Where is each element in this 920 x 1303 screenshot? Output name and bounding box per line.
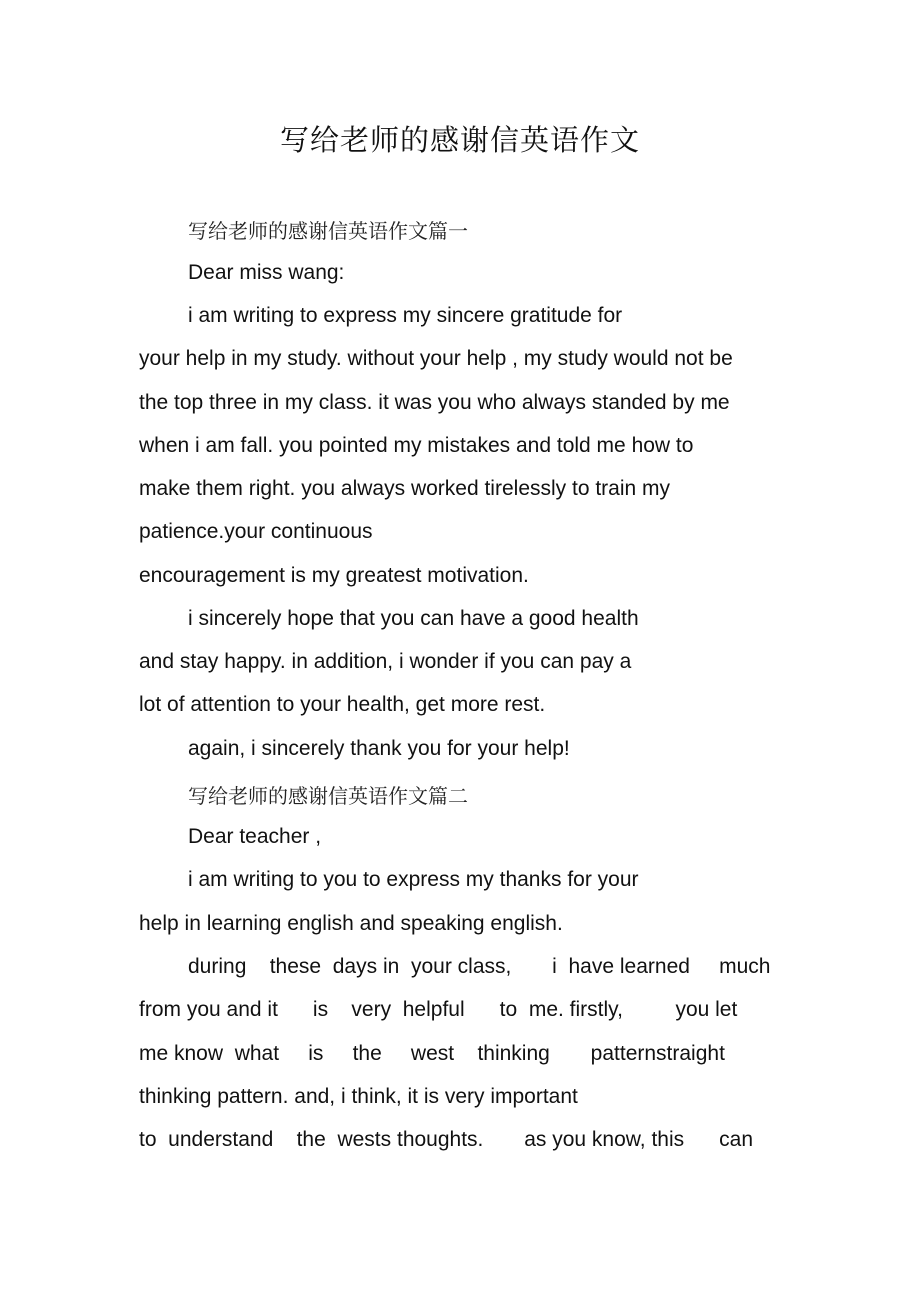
- body-line: and stay happy. in addition, i wonder if you can pay a: [139, 650, 632, 673]
- body-line: again, i sincerely thank you for your help!: [188, 737, 570, 760]
- salutation-2: Dear teacher ,: [188, 825, 322, 848]
- body-line: during these days in your class, i have learned much: [188, 955, 771, 978]
- body-line: encouragement is my greatest motivation.: [139, 564, 529, 587]
- body-line: i sincerely hope that you can have a good health: [188, 607, 639, 630]
- body-line: to understand the wests thoughts. as you know, this can: [139, 1128, 754, 1151]
- body-line: lot of attention to your health, get more rest.: [139, 693, 546, 716]
- section-heading-1: 写给老师的感谢信英语作文篇一: [188, 219, 468, 243]
- body-line: patience.your continuous: [139, 520, 373, 543]
- body-line: me know what is the west thinking patternstraight: [139, 1042, 725, 1065]
- section-heading-2: 写给老师的感谢信英语作文篇二: [188, 784, 468, 808]
- body-line: thinking pattern. and, i think, it is very important: [139, 1085, 578, 1108]
- body-line: your help in my study. without your help , my study would not be: [139, 347, 733, 370]
- document-title: 写给老师的感谢信英语作文: [279, 123, 640, 157]
- body-line: make them right. you always worked tirelessly to train my: [139, 477, 671, 500]
- body-line: i am writing to express my sincere gratitude for: [188, 304, 623, 327]
- body-line: from you and it is very helpful to me. firstly, you let: [139, 998, 738, 1021]
- body-line: when i am fall. you pointed my mistakes and told me how to: [139, 434, 694, 457]
- body-line: i am writing to you to express my thanks for your: [188, 868, 639, 891]
- body-line: the top three in my class. it was you who always standed by me: [139, 391, 730, 414]
- salutation-1: Dear miss wang:: [188, 261, 345, 284]
- body-line: help in learning english and speaking english.: [139, 912, 563, 935]
